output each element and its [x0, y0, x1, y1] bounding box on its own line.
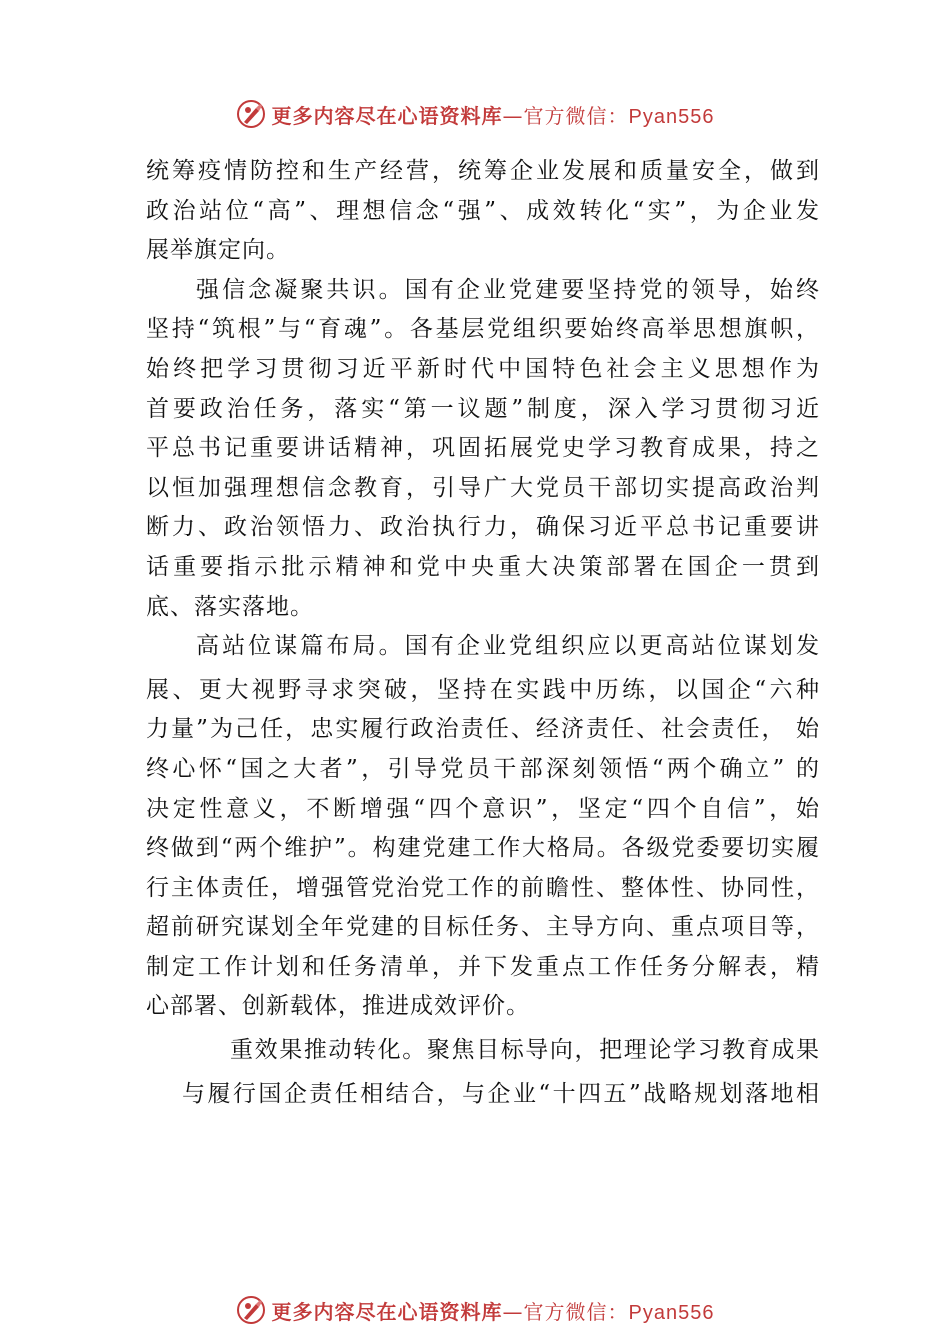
text-line: 展举旗定向。 — [146, 237, 290, 264]
watermark-brand: 更多内容尽在心语资料库 — [271, 1299, 503, 1324]
footer-watermark — [0, 1290, 950, 1330]
watermark-account: Pyan556 — [628, 105, 715, 128]
text-line: 重效果推动转化。聚焦目标导向，把理论学习教育成果 — [230, 1037, 820, 1064]
watermark-separator: — — [502, 1299, 524, 1324]
text-line: 话重要指示批示精神和党中央重大决策部署在国企一贯到 — [146, 553, 820, 580]
paragraph-3 — [146, 627, 820, 1027]
text-line: 终心怀“国之大者”，引导党员干部深刻领悟“两个确立” 的 — [146, 755, 820, 782]
text-line: 终做到“两个维护”。构建党建工作大格局。各级党委要切实履 — [146, 835, 820, 862]
text-line: 统筹疫情防控和生产经营，统筹企业发展和质量安全，做到 — [146, 158, 820, 184]
text-line: 展、更大视野寻求突破，坚持在实践中历练，以国企“六种 — [146, 676, 820, 703]
paragraph-2 — [146, 271, 820, 627]
text-line: 决定性意义，不断增强“四个意识”，坚定“四个自信”，始 — [146, 795, 820, 822]
quill-pen-icon — [236, 1295, 266, 1325]
text-line: 首要政治任务，落实“第一议题”制度，深入学习贯彻习近 — [146, 395, 820, 422]
text-line: 高站位谋篇布局。国有企业党组织应以更高站位谋划发 — [196, 633, 820, 660]
watermark-account: Pyan556 — [628, 1301, 715, 1324]
text-line: 政治站位“高”、理想信念“强”、成效转化“实”，为企业发 — [146, 197, 820, 224]
text-line: 力量”为己任，忠实履行政治责任、经济责任、社会责任， 始 — [146, 716, 820, 743]
watermark-separator: — — [502, 103, 524, 128]
text-line: 与履行国企责任相结合，与企业“十四五”战略规划落地相 — [182, 1080, 820, 1107]
text-line: 坚持“筑根”与“育魂”。各基层党组织要始终高举思想旗帜， — [146, 316, 820, 343]
text-line: 以恒加强理想信念教育，引导广大党员干部切实提高政治判 — [146, 474, 820, 501]
text-line: 始终把学习贯彻习近平新时代中国特色社会主义思想作为 — [146, 355, 820, 382]
document-body — [146, 152, 820, 1114]
text-line: 底、落实落地。 — [146, 593, 314, 620]
text-line: 行主体责任，增强管党治党工作的前瞻性、整体性、协同性， — [146, 874, 820, 901]
text-line: 超前研究谋划全年党建的目标任务、主导方向、重点项目等， — [146, 914, 820, 941]
paragraph-1 — [146, 152, 820, 271]
paragraph-4 — [146, 1031, 820, 1114]
watermark-label: 官方微信： — [523, 103, 629, 128]
watermark-brand: 更多内容尽在心语资料库 — [271, 103, 503, 128]
watermark-label: 官方微信： — [523, 1299, 629, 1324]
watermark-text — [272, 1296, 715, 1325]
quill-pen-icon — [236, 99, 266, 129]
text-line: 强信念凝聚共识。国有企业党建要坚持党的领导，始终 — [196, 276, 820, 303]
text-line: 平总书记重要讲话精神，巩固拓展党史学习教育成果，持之 — [146, 435, 820, 462]
text-line: 制定工作计划和任务清单，并下发重点工作任务分解表，精 — [146, 953, 820, 980]
watermark-text — [272, 100, 715, 129]
text-line: 心部署、创新载体，推进成效评价。 — [146, 993, 530, 1020]
text-line: 断力、政治领悟力、政治执行力，确保习近平总书记重要讲 — [146, 514, 820, 541]
header-watermark — [0, 94, 950, 134]
